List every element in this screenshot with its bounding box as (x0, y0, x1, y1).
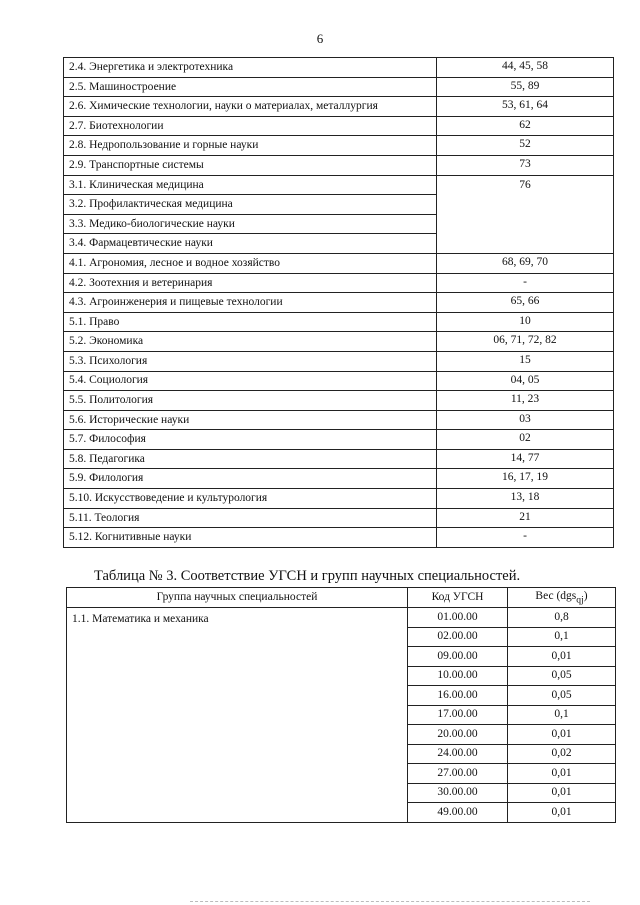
ugsn-codes-cell: 11, 23 (437, 391, 614, 411)
ugsn-code-cell: 17.00.00 (408, 705, 508, 725)
ugsn-codes-cell: 14, 77 (437, 449, 614, 469)
table-row (64, 136, 614, 156)
weight-cell: 0,01 (508, 764, 616, 784)
ugsn-code-cell: 24.00.00 (408, 744, 508, 764)
specialty-name-cell: 5.9. Филология (64, 469, 437, 489)
ugsn-codes-cell: 16, 17, 19 (437, 469, 614, 489)
ugsn-code-cell: 02.00.00 (408, 627, 508, 647)
ugsn-codes-cell: 03 (437, 410, 614, 430)
specialty-name-cell: 5.1. Право (64, 312, 437, 332)
header-group: Группа научных специальностей (67, 588, 408, 608)
ugsn-codes-cell: 02 (437, 430, 614, 450)
table-row (64, 116, 614, 136)
table-row (64, 391, 614, 411)
ugsn-codes-cell: 76 (437, 175, 614, 253)
table-row (64, 273, 614, 293)
ugsn-codes-cell: - (437, 273, 614, 293)
table-row (67, 608, 616, 628)
ugsn-code-cell: 30.00.00 (408, 783, 508, 803)
table-row (64, 528, 614, 548)
table-row (64, 293, 614, 313)
ugsn-codes-cell: 68, 69, 70 (437, 253, 614, 273)
specialty-name-cell: 5.4. Социология (64, 371, 437, 391)
ugsn-codes-cell: 53, 61, 64 (437, 97, 614, 117)
table-row (64, 489, 614, 509)
specialty-name-cell: 2.6. Химические технологии, науки о материалах, металлургия (64, 97, 437, 117)
table-row (64, 351, 614, 371)
ugsn-code-cell: 49.00.00 (408, 803, 508, 823)
ugsn-codes-cell: 65, 66 (437, 293, 614, 313)
table-row (64, 449, 614, 469)
header-weight: Вес (dgs$_{qj}$) (508, 588, 616, 608)
specialty-name-cell: 5.5. Политология (64, 391, 437, 411)
table-row (64, 155, 614, 175)
ugsn-code-cell: 27.00.00 (408, 764, 508, 784)
specialty-name-cell: 3.4. Фармацевтические науки (64, 234, 437, 254)
weight-cell: 0,02 (508, 744, 616, 764)
specialty-name-cell: 2.8. Недропользование и горные науки (64, 136, 437, 156)
table-row (64, 410, 614, 430)
specialty-name-cell: 4.3. Агроинженерия и пищевые технологии (64, 293, 437, 313)
ugsn-codes-cell: - (437, 528, 614, 548)
weight-cell: 0,01 (508, 803, 616, 823)
weight-cell: 0,01 (508, 725, 616, 745)
ugsn-code-cell: 09.00.00 (408, 647, 508, 667)
ugsn-codes-cell: 52 (437, 136, 614, 156)
bottom-scan-line (190, 901, 590, 902)
ugsn-correspondence-table (66, 587, 616, 823)
weight-cell: 0,01 (508, 783, 616, 803)
table-3-caption: Таблица № 3. Соответствие УГСН и групп научных специальностей. (94, 568, 521, 584)
ugsn-codes-cell: 55, 89 (437, 77, 614, 97)
ugsn-codes-cell: 04, 05 (437, 371, 614, 391)
ugsn-codes-cell: 10 (437, 312, 614, 332)
ugsn-codes-cell: 44, 45, 58 (437, 58, 614, 78)
specialty-name-cell: 5.10. Искусствоведение и культурология (64, 489, 437, 509)
ugsn-code-cell: 16.00.00 (408, 686, 508, 706)
table-row (64, 371, 614, 391)
table-row (64, 175, 614, 195)
table-row (64, 469, 614, 489)
specialty-name-cell: 4.1. Агрономия, лесное и водное хозяйство (64, 253, 437, 273)
ugsn-codes-cell: 13, 18 (437, 489, 614, 509)
specialty-name-cell: 2.7. Биотехнологии (64, 116, 437, 136)
specialty-name-cell: 5.7. Философия (64, 430, 437, 450)
table-row (64, 430, 614, 450)
weight-cell: 0,1 (508, 627, 616, 647)
ugsn-codes-cell: 15 (437, 351, 614, 371)
specialty-name-cell: 2.4. Энергетика и электротехника (64, 58, 437, 78)
table-row (64, 58, 614, 78)
specialty-name-cell: 5.6. Исторические науки (64, 410, 437, 430)
ugsn-codes-cell: 06, 71, 72, 82 (437, 332, 614, 352)
ugsn-code-cell: 01.00.00 (408, 608, 508, 628)
table-row (64, 253, 614, 273)
ugsn-codes-cell: 73 (437, 155, 614, 175)
specialty-name-cell: 2.5. Машиностроение (64, 77, 437, 97)
specialty-name-cell: 5.8. Педагогика (64, 449, 437, 469)
table-row (64, 332, 614, 352)
table-row (64, 77, 614, 97)
ugsn-code-cell: 20.00.00 (408, 725, 508, 745)
specialty-name-cell: 5.3. Психология (64, 351, 437, 371)
weight-cell: 0,05 (508, 666, 616, 686)
weight-cell: 0,05 (508, 686, 616, 706)
specialty-name-cell: 5.11. Теология (64, 508, 437, 528)
specialty-name-cell: 5.2. Экономика (64, 332, 437, 352)
table-row (64, 312, 614, 332)
specialties-codes-table (63, 57, 614, 548)
table-row (64, 97, 614, 117)
table-header-row (67, 588, 616, 608)
ugsn-codes-cell: 21 (437, 508, 614, 528)
weight-cell: 0,8 (508, 608, 616, 628)
table-row (64, 508, 614, 528)
ugsn-codes-cell: 62 (437, 116, 614, 136)
ugsn-code-cell: 10.00.00 (408, 666, 508, 686)
page-number: 6 (316, 31, 324, 46)
specialty-name-cell: 5.12. Когнитивные науки (64, 528, 437, 548)
specialty-name-cell: 2.9. Транспортные системы (64, 155, 437, 175)
specialty-name-cell: 3.2. Профилактическая медицина (64, 195, 437, 215)
header-code: Код УГСН (408, 588, 508, 608)
specialty-name-cell: 4.2. Зоотехния и ветеринария (64, 273, 437, 293)
specialty-name-cell: 3.3. Медико-биологические науки (64, 214, 437, 234)
weight-cell: 0,01 (508, 647, 616, 667)
specialty-name-cell: 3.1. Клиническая медицина (64, 175, 437, 195)
group-name-cell: 1.1. Математика и механика (67, 608, 408, 823)
weight-cell: 0,1 (508, 705, 616, 725)
